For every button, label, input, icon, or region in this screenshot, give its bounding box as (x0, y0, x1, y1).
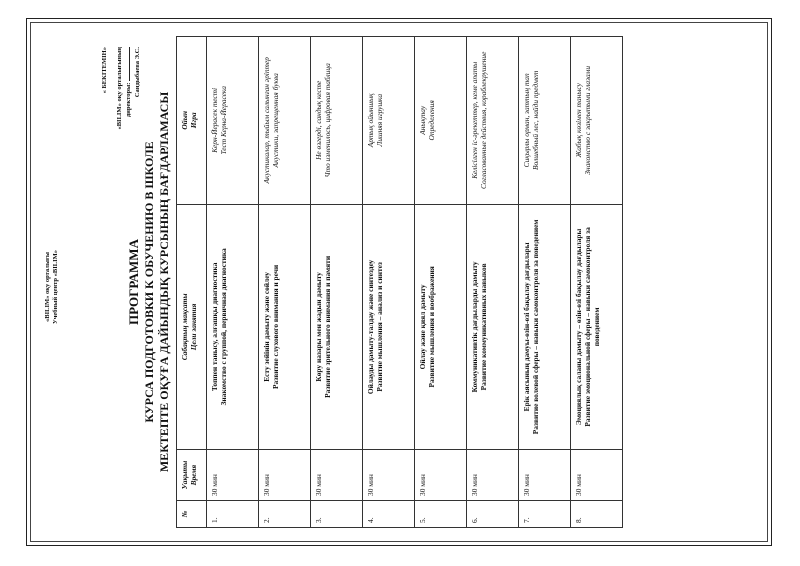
goal-kz: Коммуникативтік дағдыларды дамыту (470, 261, 479, 393)
row-num: 6. (467, 500, 519, 527)
goal-ru: Развитие эмоциональной сферы – навыки самоконтроля за поведением (583, 227, 601, 427)
game-ru: Волшебный лес, найди предмет (531, 70, 540, 170)
table-row (519, 37, 571, 528)
table-row (467, 37, 519, 528)
row-goal (311, 204, 363, 450)
row-num: 2. (259, 500, 311, 527)
row-num: 1. (207, 500, 259, 527)
row-goal (363, 204, 415, 450)
game-ru: Акустики, запрещенная буква (271, 73, 280, 168)
org-name-ru: Учебный центр «BILIM» (52, 250, 59, 325)
row-time: 30 мин (467, 450, 519, 501)
game-ru: Что изменилось, цифровая таблица (323, 63, 332, 178)
row-time: 30 мин (363, 450, 415, 501)
row-num: 4. (363, 500, 415, 527)
row-game (467, 37, 519, 205)
row-game (311, 37, 363, 205)
row-game (207, 37, 259, 205)
approval-title: « БЕКІТЕМІН» (101, 47, 108, 94)
goal-kz: Топпен танысу, алғашқы диагностика (210, 262, 219, 392)
row-num: 5. (415, 500, 467, 527)
game-kz: Керн-Йерасек тесті (210, 87, 219, 153)
game-kz: Акустикалар, тыйым салынған әріптер (262, 57, 271, 184)
row-time: 30 мин (259, 450, 311, 501)
table-row (415, 37, 467, 528)
row-time: 30 мин (311, 450, 363, 501)
row-game (415, 37, 467, 205)
program-title: ПРОГРАММА (126, 239, 141, 325)
rotated-document (30, 22, 768, 542)
goal-ru: Знакомство с группой, первичная диагностика (219, 248, 228, 406)
game-ru: Определения (427, 100, 436, 141)
goal-kz: Ерік аясының дамуы-өзін-өзі бақылау дағдылары (522, 242, 531, 412)
header-goal (177, 204, 207, 450)
document-page (30, 22, 768, 542)
header-time-ru: Время (189, 464, 198, 486)
goal-ru: Развитие зрительного внимания и памяти (323, 255, 332, 398)
row-num: 8. (571, 500, 623, 527)
header-num: № (177, 500, 207, 527)
row-time: 30 мин (571, 450, 623, 501)
org-name-kz: «BILIM» оқу орталығы (44, 252, 51, 322)
row-time: 30 мин (207, 450, 259, 501)
goal-ru: Развитие волевой сферы – навыки самоконтроля за поведением (531, 219, 540, 435)
goal-kz: Эмоциялық саланы дамыту – өзін-өзі бақылау дағдылары (574, 228, 583, 426)
course-title-kz: МЕКТЕПТЕ ОҚУҒА ДАЙЫНДЫҚ КУРСЫНЫҢ БАҒДАРЛАМАСЫ (157, 91, 171, 473)
table-row (259, 37, 311, 528)
row-game (259, 37, 311, 205)
game-kz: Сиқырлы орман, заттың тап (522, 73, 531, 168)
organization-header (44, 177, 60, 397)
goal-ru: Развитие мышления – анализ и синтез (375, 262, 384, 392)
header-game (177, 37, 207, 205)
game-kz: Келісілген іс-әрекеттер, кеме апаты (470, 61, 479, 179)
director-name: Сандыбаева Э.С. (134, 47, 141, 98)
program-table (176, 36, 623, 528)
table-row (363, 37, 415, 528)
row-game (519, 37, 571, 205)
header-goal-ru: Цели занятия (189, 303, 198, 351)
header-game-ru: Игра (189, 112, 198, 129)
game-kz: Жабық көзімен танысу (574, 83, 583, 158)
game-kz: Артық ойыншық (366, 93, 375, 148)
row-time: 30 мин (519, 450, 571, 501)
row-game (363, 37, 415, 205)
row-game (571, 37, 623, 205)
row-num: 7. (519, 500, 571, 527)
header-time (177, 450, 207, 501)
row-goal (259, 204, 311, 450)
table-row (311, 37, 363, 528)
header-goal-kz: Сабақтың мақсаты (180, 293, 189, 361)
goal-ru: Развитие слухового внимания и речи (271, 264, 280, 389)
row-time: 30 мин (415, 450, 467, 501)
game-ru: Тест Керна-Йерасека (219, 86, 228, 155)
game-ru: Лишняя игрушка (375, 93, 384, 147)
table-row (571, 37, 623, 528)
game-kz: Не өзгерді, сандық кесте (314, 80, 323, 160)
table-header-row (177, 37, 207, 528)
row-num: 3. (311, 500, 363, 527)
header-game-kz: Ойын (180, 110, 189, 130)
header-time-kz: Уақыты (180, 460, 189, 490)
goal-ru: Развитие мышления и воображения (427, 266, 436, 388)
goal-kz: Есту зейінін дамыту және сөйлеу (262, 272, 271, 382)
row-goal (571, 204, 623, 450)
game-ru: Знакомство с закрытыми глазами (583, 65, 592, 175)
row-goal (519, 204, 571, 450)
course-title-ru: КУРСА ПОДГОТОВКИ К ОБУЧЕНИЮ В ШКОЛЕ (142, 141, 156, 423)
goal-ru: Развитие коммуникативных навыков (479, 263, 488, 391)
goal-kz: Көру назары мен жадын дамыту (314, 272, 323, 382)
row-goal (207, 204, 259, 450)
row-goal (467, 204, 519, 450)
row-goal (415, 204, 467, 450)
approval-line-1: «BILIM» оқу орталығының (116, 47, 123, 130)
goal-kz: Ойлауды дамыту-талдау және синтездеу (366, 259, 375, 395)
game-kz: Анықтау (418, 105, 427, 135)
goal-kz: Ойлау және қиял дамыту (418, 284, 427, 370)
approval-line-2: директоры: (125, 82, 132, 118)
game-ru: Согласованные действия, кораблекрушение (479, 51, 488, 189)
table-row (207, 37, 259, 528)
